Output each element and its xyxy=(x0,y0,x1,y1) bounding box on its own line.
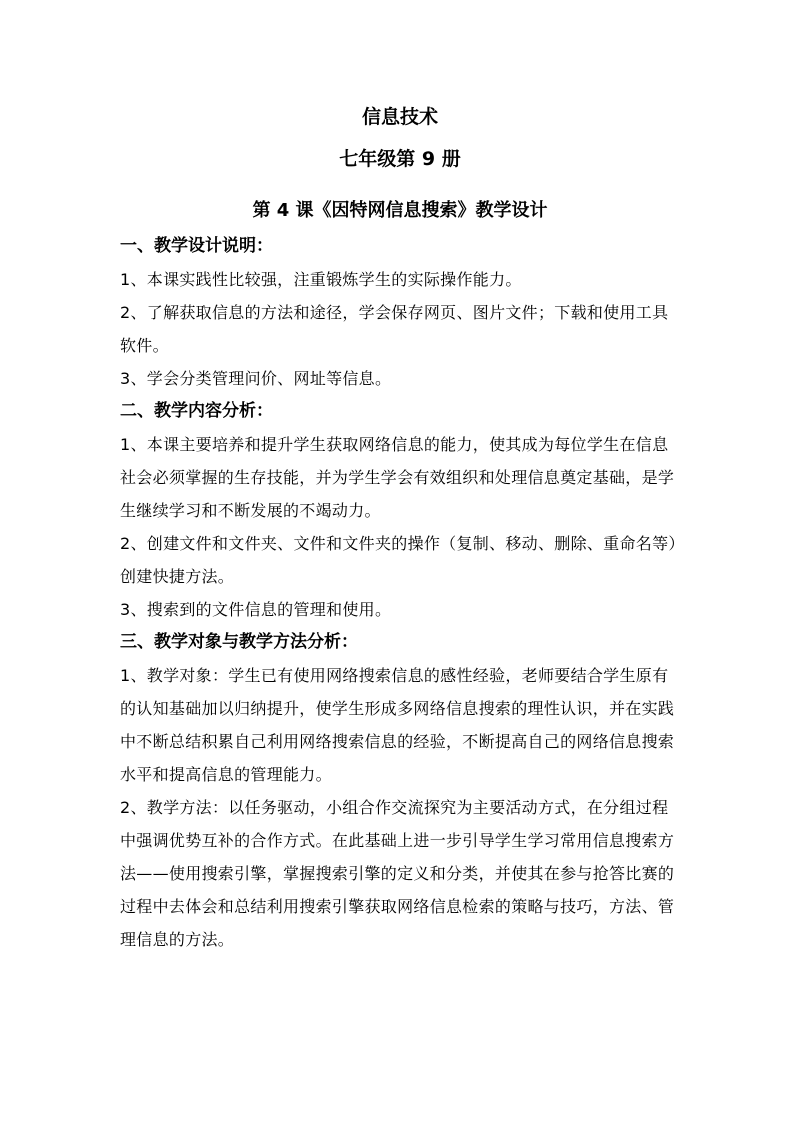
section-heading: 一、教学设计说明： xyxy=(120,236,273,256)
subject-title: 信息技术 xyxy=(361,106,438,128)
document-body xyxy=(120,98,680,956)
paragraph: 1、本课实践性比较强，注重锻炼学生的实际操作能力。 xyxy=(120,270,522,289)
paragraph: 2、创建文件和文件夹、文件和文件夹的操作（复制、移动、删除、重命名等）创建快捷方法。 xyxy=(120,534,677,586)
paragraph: 1、本课主要培养和提升学生获取网络信息的能力，使其成为每位学生在信息社会必须掌握的生存技能，并为学生学会有效组织和处理信息奠定基础，是学生继续学习和不断发展的不竭动力。 xyxy=(120,435,675,520)
section-heading: 二、教学内容分析： xyxy=(120,401,273,421)
section-heading: 三、教学对象与教学方法分析： xyxy=(120,632,358,652)
lesson-title: 第 4 课《因特网信息搜索》教学设计 xyxy=(252,200,548,221)
grade-title: 七年级第 9 册 xyxy=(339,148,461,170)
section-audience-methods xyxy=(120,626,680,956)
paragraph: 2、教学方法：以任务驱动，小组合作交流探究为主要活动方式，在分组过程中强调优势互补的合作方式。在此基础上进一步引导学生学习常用信息搜索方法——使用搜索引擎，掌握搜索引擎的定义和分类，并使其在参与抢答比赛的过程中去体会和总结利用搜索引擎获取网络信息检索的策略与技巧，方法、管理信息的方法。 xyxy=(120,798,675,949)
paragraph: 2、了解获取信息的方法和途径，学会保存网页、图片文件；下载和使用工具软件。 xyxy=(120,303,669,355)
paragraph: 1、教学对象：学生已有使用网络搜索信息的感性经验，老师要结合学生原有的认知基础加以归纳提升，使学生形成多网络信息搜索的理性认识，并在实践中不断总结积累自己利用网络搜索信息的经验，不断提高自己的网络信息搜索水平和提高信息的管理能力。 xyxy=(120,666,675,784)
section-content-analysis xyxy=(120,395,680,626)
paragraph: 3、学会分类管理问价、网址等信息。 xyxy=(120,369,392,388)
paragraph: 3、搜索到的文件信息的管理和使用。 xyxy=(120,600,392,619)
section-design-notes xyxy=(120,230,680,395)
